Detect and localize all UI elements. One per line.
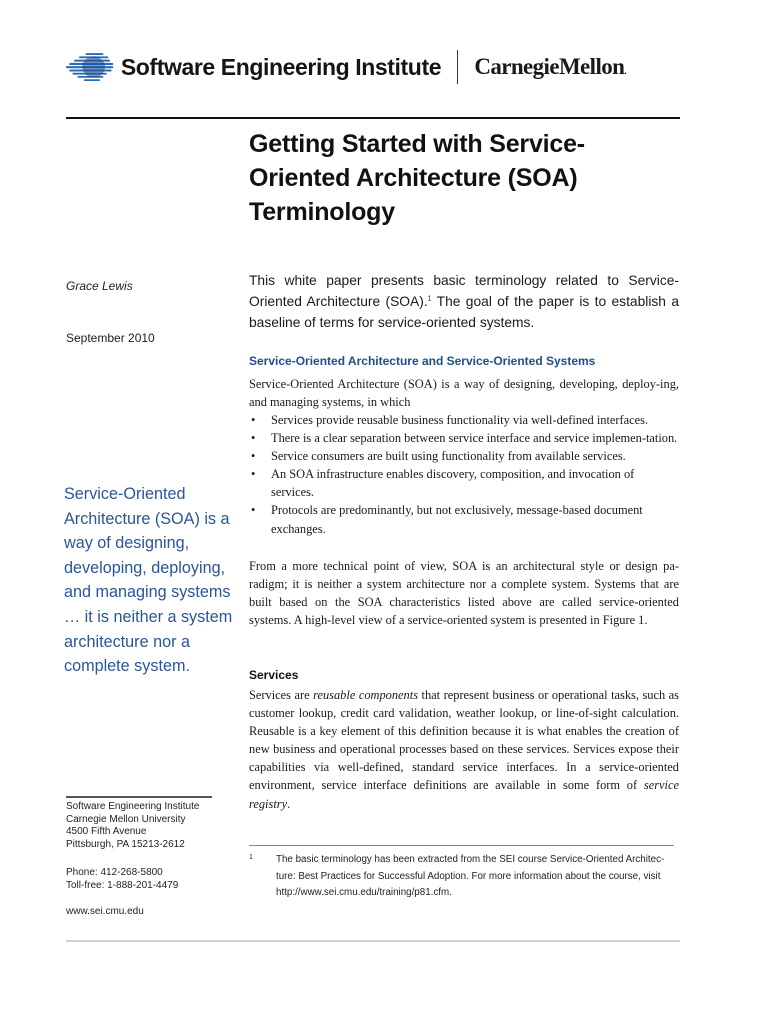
emphasis-text: service registry xyxy=(249,778,679,811)
paragraph-text: that represent business or operational tasks, such as customer lookup, credit card validation, weather lookup, or line-of-sight calculation. Reusable is a key element of this definition because it is what enables the creation of new business and operational processes based on these services. Services expose their capabilities via well-defined, standard service interfaces. In a service-oriented environment, service interface definitions are available in some form of xyxy=(249,688,679,793)
address-line: 4500 Fifth Avenue xyxy=(66,826,147,837)
bullet-icon: • xyxy=(251,431,256,446)
author-name: Grace Lewis xyxy=(66,279,133,293)
list-item-text: An SOA infrastructure enables discovery, composition, and invocation of services. xyxy=(271,467,635,500)
bullet-icon: • xyxy=(251,503,256,518)
list-item xyxy=(249,411,679,429)
soa-characteristics-list xyxy=(249,411,679,538)
footnote-reference[interactable]: 1 xyxy=(427,295,432,303)
sidebar-divider xyxy=(66,796,212,798)
sei-wordmark: Software Engineering Institute xyxy=(120,53,442,80)
sei-logo-icon xyxy=(66,47,115,87)
section-heading-services: Services xyxy=(249,668,299,682)
services-paragraph xyxy=(249,686,679,813)
phone-number: Phone: 412-268-5800 xyxy=(66,867,163,878)
pull-quote: Service-Oriented Architecture (SOA) is a way of designing, developing, deploying, and managing systems … it is neither a system architecture nor a complete system. xyxy=(64,485,233,676)
list-item-text: Services provide reusable business functionality via well-defined interfaces. xyxy=(271,413,649,427)
bullet-icon: • xyxy=(251,449,256,464)
intro-paragraph xyxy=(249,270,679,333)
intro-text: The goal of the paper is to establish a baseline of terms for service-oriented systems. xyxy=(249,294,679,330)
list-item xyxy=(249,447,679,465)
list-item xyxy=(249,501,679,537)
page-title xyxy=(249,127,689,229)
address-line: Carnegie Mellon University xyxy=(66,813,186,825)
footnote-text: The basic terminology has been extracted from the SEI course Service-Oriented Architec-ture: Best Practices for Successful Adoption. For more information about the course, visit http://www.sei.cmu.edu/training/p81.cfm. xyxy=(276,854,665,898)
bullet-icon: • xyxy=(251,467,256,482)
title-line: Oriented Architecture (SOA) xyxy=(249,164,578,192)
intro-text: This white paper presents basic terminology related to Service-Oriented Architecture (SOA). xyxy=(249,273,679,309)
contact-info xyxy=(66,867,178,892)
footnote xyxy=(249,852,679,902)
address-line: Software Engineering Institute xyxy=(66,801,200,812)
paragraph-text: . xyxy=(287,796,291,811)
cmu-trademark: . xyxy=(624,66,626,76)
emphasis-text: reusable components xyxy=(313,688,419,702)
header-divider xyxy=(457,50,458,84)
toll-free-number: Toll-free: 1-888-201-4479 xyxy=(66,879,179,891)
list-item-text: Service consumers are built using functionality from available services. xyxy=(271,449,626,464)
list-item-text: Protocols are predominantly, but not exclusively, message-based document exchanges. xyxy=(271,503,643,536)
title-line: Getting Started with Service- xyxy=(249,130,585,158)
section-heading-soa: Service-Oriented Architecture and Service-Oriented Systems xyxy=(249,354,596,368)
header-rule xyxy=(66,117,680,119)
footnote-divider xyxy=(249,845,674,846)
list-item xyxy=(249,465,679,501)
technical-paragraph: From a more technical point of view, SOA is an architectural style or design pa-radigm; it is neither a system architecture nor a complete system. Systems that are built based on the SOA characteristics listed above are called service-oriented systems. A high-level view of a service-oriented system is presented in Figure 1. xyxy=(249,559,679,628)
cmu-wordmark xyxy=(474,54,626,80)
title-line: Terminology xyxy=(249,198,395,226)
bullet-icon: • xyxy=(251,413,256,427)
document-header xyxy=(66,44,626,90)
soa-definition: Service-Oriented Architecture (SOA) is a way of designing, developing, deploy-ing, and managing systems, in which xyxy=(249,377,679,410)
cmu-wordmark-text: CarnegieMellon xyxy=(474,54,625,79)
footnote-number: 1 xyxy=(249,854,253,861)
list-item-text: There is a clear separation between service interface and service implemen-tation. xyxy=(271,431,678,446)
institute-address xyxy=(66,801,199,851)
publication-date: September 2010 xyxy=(66,331,155,345)
address-line: Pittsburgh, PA 15213-2612 xyxy=(66,838,185,850)
website-link[interactable]: www.sei.cmu.edu xyxy=(66,906,144,917)
list-item xyxy=(249,429,679,447)
page-bottom-rule xyxy=(66,940,680,942)
paragraph-text: Services are xyxy=(249,688,314,702)
